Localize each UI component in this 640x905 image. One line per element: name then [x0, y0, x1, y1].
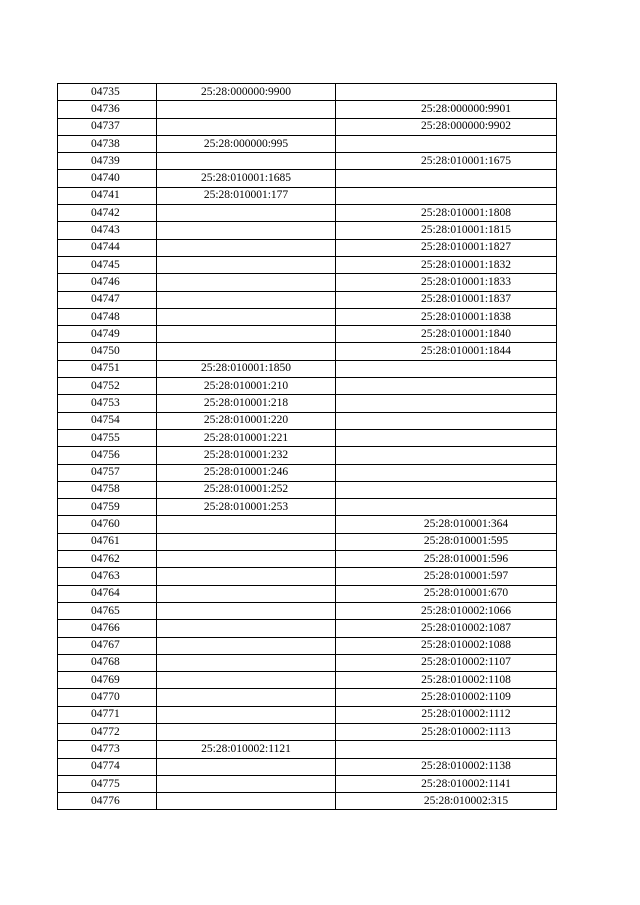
row-number-cell: 04761: [58, 533, 157, 550]
cadastral-number-cell-a: [157, 706, 336, 723]
table-row: [58, 602, 557, 619]
cadastral-number-cell-a: [157, 689, 336, 706]
table-row: [58, 447, 557, 464]
cadastral-number-cell-b: 25:28:010002:1112: [336, 706, 557, 723]
row-number-cell: 04773: [58, 741, 157, 758]
cadastral-number-cell-b: 25:28:010001:1837: [336, 291, 557, 308]
row-number-cell: 04736: [58, 101, 157, 118]
cadastral-number-cell-b: [336, 135, 557, 152]
cadastral-number-cell-b: [336, 395, 557, 412]
cadastral-number-cell-b: [336, 84, 557, 101]
row-number-cell: 04756: [58, 447, 157, 464]
cadastral-number-cell-a: 25:28:010001:220: [157, 412, 336, 429]
cadastral-number-cell-b: 25:28:010001:1832: [336, 256, 557, 273]
table-row: [58, 118, 557, 135]
row-number-cell: 04740: [58, 170, 157, 187]
cadastral-number-cell-a: [157, 101, 336, 118]
cadastral-number-cell-a: [157, 793, 336, 810]
cadastral-number-cell-a: [157, 775, 336, 792]
table-row: [58, 551, 557, 568]
table-row: [58, 672, 557, 689]
cadastral-number-cell-b: [336, 741, 557, 758]
cadastral-number-cell-a: 25:28:010001:252: [157, 481, 336, 498]
row-number-cell: 04737: [58, 118, 157, 135]
cadastral-number-table: [57, 83, 557, 810]
table-row: [58, 101, 557, 118]
cadastral-number-cell-a: [157, 205, 336, 222]
row-number-cell: 04749: [58, 326, 157, 343]
cadastral-number-cell-b: 25:28:010002:1109: [336, 689, 557, 706]
cadastral-number-cell-a: 25:28:010002:1121: [157, 741, 336, 758]
table-row: [58, 741, 557, 758]
cadastral-number-cell-b: [336, 170, 557, 187]
cadastral-number-cell-b: 25:28:010001:1675: [336, 153, 557, 170]
row-number-cell: 04755: [58, 429, 157, 446]
cadastral-number-cell-b: [336, 481, 557, 498]
cadastral-number-cell-a: [157, 291, 336, 308]
row-number-cell: 04767: [58, 637, 157, 654]
table-row: [58, 585, 557, 602]
cadastral-number-cell-a: [157, 118, 336, 135]
row-number-cell: 04768: [58, 654, 157, 671]
cadastral-number-cell-a: [157, 672, 336, 689]
row-number-cell: 04766: [58, 620, 157, 637]
row-number-cell: 04751: [58, 360, 157, 377]
cadastral-number-cell-a: [157, 274, 336, 291]
row-number-cell: 04769: [58, 672, 157, 689]
table-row: [58, 620, 557, 637]
table-row: [58, 291, 557, 308]
cadastral-number-cell-a: [157, 551, 336, 568]
row-number-cell: 04764: [58, 585, 157, 602]
cadastral-number-cell-b: [336, 187, 557, 204]
cadastral-number-cell-b: 25:28:010001:1808: [336, 205, 557, 222]
table-row: [58, 775, 557, 792]
cadastral-number-cell-a: [157, 637, 336, 654]
table-row: [58, 429, 557, 446]
row-number-cell: 04771: [58, 706, 157, 723]
cadastral-number-cell-a: [157, 758, 336, 775]
table-row: [58, 308, 557, 325]
row-number-cell: 04738: [58, 135, 157, 152]
cadastral-number-cell-b: 25:28:010001:597: [336, 568, 557, 585]
table-row: [58, 516, 557, 533]
row-number-cell: 04744: [58, 239, 157, 256]
row-number-cell: 04750: [58, 343, 157, 360]
table-row: [58, 153, 557, 170]
cadastral-number-cell-b: 25:28:010002:1113: [336, 723, 557, 740]
cadastral-number-cell-a: 25:28:010001:246: [157, 464, 336, 481]
cadastral-number-cell-a: [157, 533, 336, 550]
table-row: [58, 222, 557, 239]
table-row: [58, 568, 557, 585]
row-number-cell: 04775: [58, 775, 157, 792]
cadastral-number-cell-b: 25:28:010002:1066: [336, 602, 557, 619]
cadastral-number-cell-a: [157, 256, 336, 273]
cadastral-number-cell-a: [157, 239, 336, 256]
table-row: [58, 326, 557, 343]
row-number-cell: 04753: [58, 395, 157, 412]
cadastral-number-cell-a: [157, 585, 336, 602]
cadastral-number-cell-b: [336, 378, 557, 395]
table-row: [58, 481, 557, 498]
table-row: [58, 343, 557, 360]
cadastral-number-cell-b: [336, 429, 557, 446]
table-row: [58, 256, 557, 273]
cadastral-number-cell-b: 25:28:010002:1138: [336, 758, 557, 775]
cadastral-number-cell-b: 25:28:010002:1087: [336, 620, 557, 637]
table-row: [58, 499, 557, 516]
row-number-cell: 04772: [58, 723, 157, 740]
table-row: [58, 360, 557, 377]
row-number-cell: 04762: [58, 551, 157, 568]
cadastral-number-cell-b: [336, 464, 557, 481]
cadastral-number-cell-a: 25:28:010001:218: [157, 395, 336, 412]
cadastral-number-cell-b: 25:28:010001:364: [336, 516, 557, 533]
cadastral-number-cell-b: 25:28:010001:1844: [336, 343, 557, 360]
table-row: [58, 205, 557, 222]
cadastral-number-cell-b: 25:28:010001:1827: [336, 239, 557, 256]
cadastral-number-cell-b: 25:28:000000:9902: [336, 118, 557, 135]
cadastral-number-cell-a: [157, 153, 336, 170]
cadastral-number-cell-a: 25:28:010001:221: [157, 429, 336, 446]
row-number-cell: 04754: [58, 412, 157, 429]
cadastral-number-cell-a: [157, 326, 336, 343]
cadastral-number-cell-b: 25:28:000000:9901: [336, 101, 557, 118]
cadastral-number-cell-a: [157, 343, 336, 360]
cadastral-number-cell-a: [157, 568, 336, 585]
table-row: [58, 464, 557, 481]
cadastral-number-cell-b: 25:28:010001:596: [336, 551, 557, 568]
cadastral-number-cell-a: [157, 723, 336, 740]
cadastral-number-cell-b: 25:28:010001:1840: [336, 326, 557, 343]
cadastral-number-cell-b: [336, 499, 557, 516]
cadastral-number-cell-b: 25:28:010002:1088: [336, 637, 557, 654]
table-body: [58, 84, 557, 810]
row-number-cell: 04776: [58, 793, 157, 810]
cadastral-number-cell-b: 25:28:010002:1107: [336, 654, 557, 671]
cadastral-number-cell-a: 25:28:010001:1850: [157, 360, 336, 377]
cadastral-number-cell-b: 25:28:010002:1141: [336, 775, 557, 792]
table-row: [58, 170, 557, 187]
table-row: [58, 689, 557, 706]
table-row: [58, 758, 557, 775]
table-row: [58, 187, 557, 204]
cadastral-number-cell-a: [157, 222, 336, 239]
table-row: [58, 723, 557, 740]
cadastral-number-cell-b: [336, 360, 557, 377]
table-row: [58, 378, 557, 395]
row-number-cell: 04746: [58, 274, 157, 291]
cadastral-number-cell-b: 25:28:010001:1815: [336, 222, 557, 239]
table-row: [58, 637, 557, 654]
cadastral-number-cell-b: 25:28:010001:595: [336, 533, 557, 550]
table-row: [58, 706, 557, 723]
table-row: [58, 654, 557, 671]
cadastral-number-cell-b: 25:28:010001:1838: [336, 308, 557, 325]
table-row: [58, 395, 557, 412]
row-number-cell: 04760: [58, 516, 157, 533]
row-number-cell: 04745: [58, 256, 157, 273]
row-number-cell: 04735: [58, 84, 157, 101]
cadastral-number-cell-a: [157, 620, 336, 637]
row-number-cell: 04739: [58, 153, 157, 170]
row-number-cell: 04743: [58, 222, 157, 239]
cadastral-number-cell-a: [157, 654, 336, 671]
cadastral-number-cell-a: 25:28:010001:1685: [157, 170, 336, 187]
table-row: [58, 533, 557, 550]
row-number-cell: 04748: [58, 308, 157, 325]
cadastral-number-cell-a: 25:28:010001:210: [157, 378, 336, 395]
cadastral-number-cell-b: 25:28:010001:670: [336, 585, 557, 602]
cadastral-number-cell-b: 25:28:010002:315: [336, 793, 557, 810]
row-number-cell: 04770: [58, 689, 157, 706]
row-number-cell: 04758: [58, 481, 157, 498]
row-number-cell: 04774: [58, 758, 157, 775]
table-row: [58, 239, 557, 256]
cadastral-number-cell-a: 25:28:010001:232: [157, 447, 336, 464]
table-row: [58, 274, 557, 291]
cadastral-number-cell-a: [157, 308, 336, 325]
cadastral-number-cell-a: 25:28:010001:253: [157, 499, 336, 516]
row-number-cell: 04759: [58, 499, 157, 516]
row-number-cell: 04757: [58, 464, 157, 481]
cadastral-number-cell-b: [336, 447, 557, 464]
table-row: [58, 84, 557, 101]
table-row: [58, 793, 557, 810]
row-number-cell: 04765: [58, 602, 157, 619]
cadastral-number-cell-a: [157, 602, 336, 619]
row-number-cell: 04742: [58, 205, 157, 222]
cadastral-number-cell-a: 25:28:010001:177: [157, 187, 336, 204]
cadastral-number-cell-b: 25:28:010002:1108: [336, 672, 557, 689]
cadastral-number-cell-b: 25:28:010001:1833: [336, 274, 557, 291]
table-row: [58, 135, 557, 152]
row-number-cell: 04747: [58, 291, 157, 308]
cadastral-number-cell-a: 25:28:000000:995: [157, 135, 336, 152]
row-number-cell: 04763: [58, 568, 157, 585]
table-row: [58, 412, 557, 429]
row-number-cell: 04741: [58, 187, 157, 204]
row-number-cell: 04752: [58, 378, 157, 395]
cadastral-number-cell-b: [336, 412, 557, 429]
cadastral-number-cell-a: 25:28:000000:9900: [157, 84, 336, 101]
cadastral-number-cell-a: [157, 516, 336, 533]
